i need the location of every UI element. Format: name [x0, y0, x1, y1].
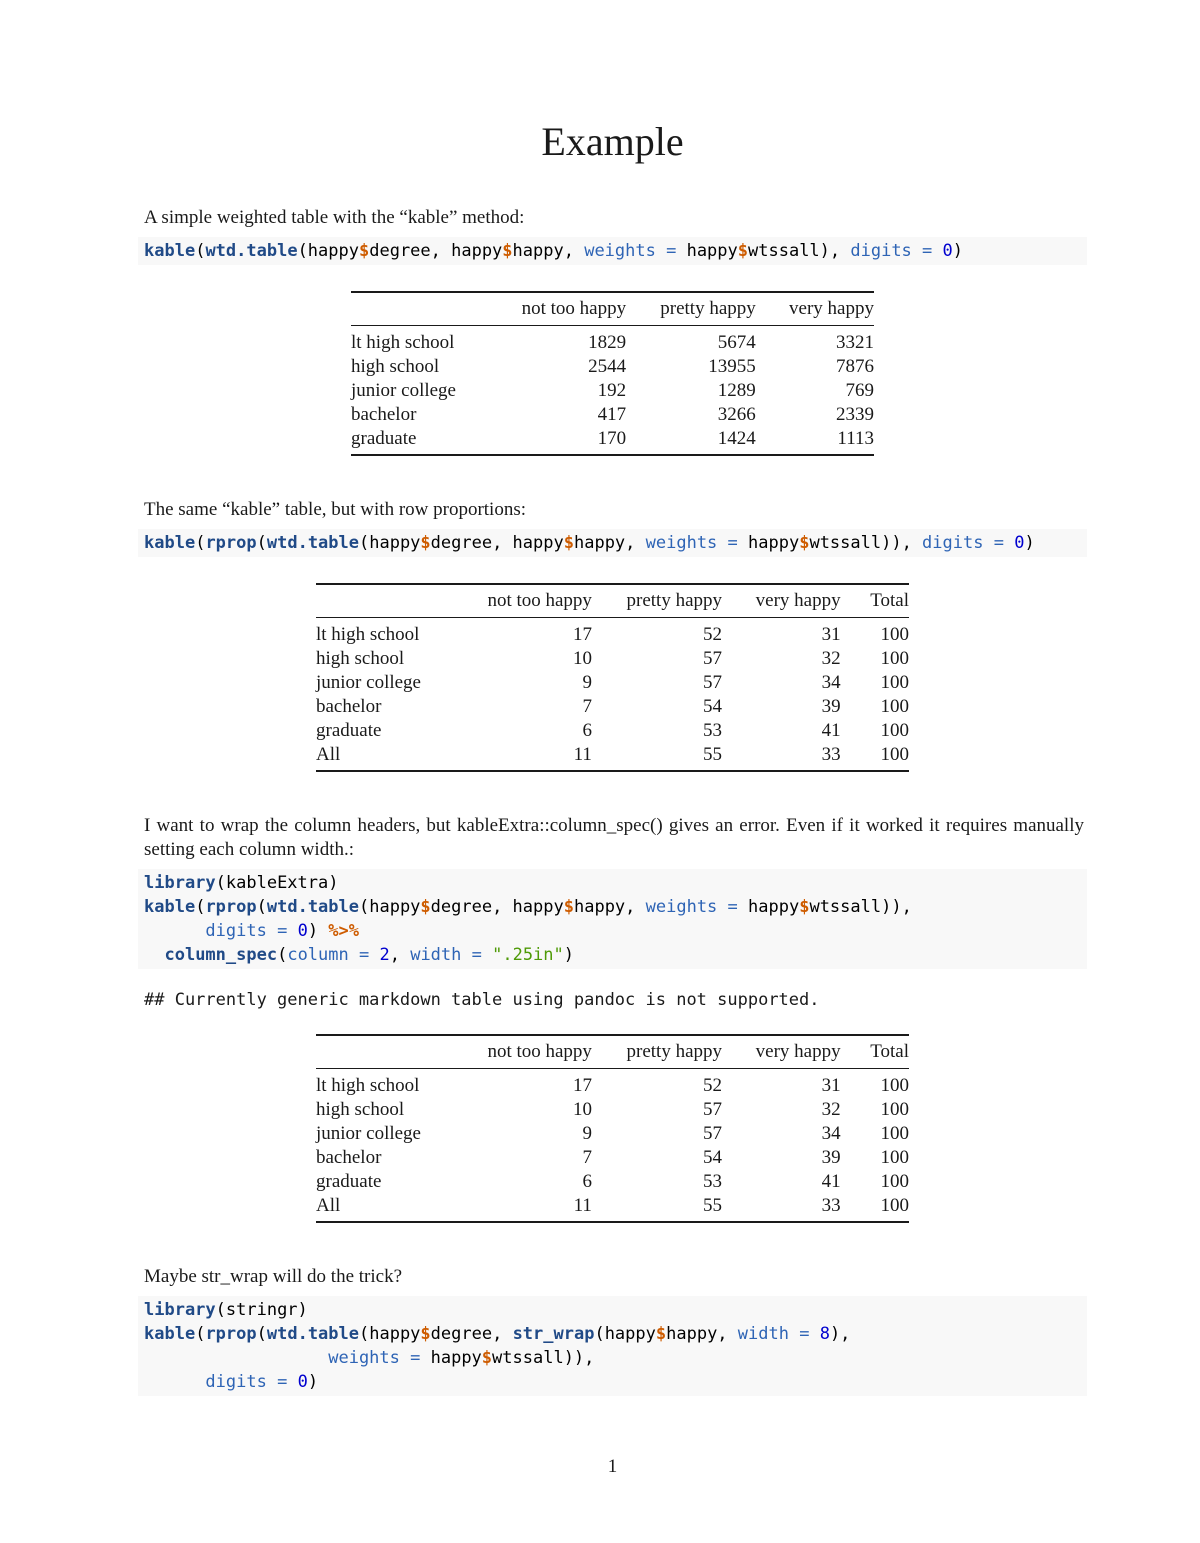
code-block-1	[138, 237, 1087, 265]
code-token: degree, happy	[430, 897, 564, 917]
table-cell: 7	[582, 1147, 592, 1168]
code-token: $	[563, 897, 574, 917]
code-token: (	[195, 241, 206, 261]
intro-paragraph-2: The same “kable” table, but with row proportions:	[144, 499, 527, 520]
code-token: =	[266, 921, 298, 941]
table-row	[316, 1146, 909, 1170]
column-header: very happy	[756, 292, 874, 326]
code-token: (happy	[594, 1324, 656, 1344]
table-cell: 100	[880, 648, 909, 669]
table-cell: 100	[880, 1195, 909, 1216]
code-token: =	[717, 533, 749, 553]
code-line	[144, 1298, 1081, 1322]
code-token: rprop	[205, 533, 257, 553]
code-token: ),	[829, 1324, 851, 1344]
table-cell: 6	[582, 720, 592, 741]
table-cell: 2544	[588, 356, 627, 377]
code-token: ,	[389, 945, 411, 965]
code-token: =	[461, 945, 493, 965]
code-token: =	[717, 897, 749, 917]
row-label: graduate	[316, 720, 382, 741]
table-cell: 100	[880, 744, 909, 765]
table-cell: 11	[573, 744, 592, 765]
code-token: )	[307, 921, 329, 941]
intro-paragraph-4: Maybe str_wrap will do the trick?	[144, 1266, 403, 1287]
row-label: lt high school	[316, 1075, 420, 1096]
code-token: weights	[645, 897, 718, 917]
table-cell: 41	[821, 720, 841, 741]
table-cell: 41	[821, 1171, 841, 1192]
table-cell: 100	[880, 624, 909, 645]
code-token: $	[420, 1324, 431, 1344]
row-label: bachelor	[351, 404, 417, 425]
table-cell: 2339	[836, 404, 874, 425]
code-token: wtssall)),	[492, 1348, 595, 1368]
table-header-row	[351, 292, 874, 326]
table-cell: 53	[703, 1171, 723, 1192]
code-line	[144, 871, 1081, 895]
table-cell: 13955	[708, 356, 756, 377]
code-token: (happy	[297, 241, 359, 261]
code-token: happy	[748, 897, 800, 917]
row-label: junior college	[316, 672, 421, 693]
table-cell: 32	[821, 1099, 841, 1120]
table-cell: 1113	[837, 428, 874, 449]
code-token: library	[144, 1300, 216, 1320]
code-token: (stringr)	[215, 1300, 308, 1320]
code-token: weights	[584, 241, 656, 261]
table-cell: 11	[573, 1195, 592, 1216]
code-token: happy	[430, 1348, 482, 1368]
code-token: (	[195, 897, 206, 917]
code-token: 2	[379, 945, 390, 965]
code-token: wtd.table	[266, 1324, 359, 1344]
table-cell: 54	[703, 1147, 723, 1168]
code-line	[144, 943, 1081, 967]
table-cell: 17	[572, 1075, 592, 1096]
column-header: not too happy	[452, 1035, 592, 1069]
code-token: (happy	[359, 1324, 421, 1344]
table-row	[316, 647, 909, 671]
table-cell: 1289	[717, 380, 756, 401]
row-label: junior college	[316, 1123, 421, 1144]
row-proportion-table	[316, 583, 909, 772]
table-cell: 100	[880, 720, 909, 741]
row-label: All	[316, 1195, 341, 1216]
column-header: not too happy	[452, 584, 592, 618]
code-token: rprop	[205, 1324, 257, 1344]
code-token: happy,	[512, 241, 585, 261]
code-token: )	[1024, 533, 1035, 553]
table-cell: 9	[582, 1123, 592, 1144]
row-label: All	[316, 744, 341, 765]
code-token: =	[266, 1372, 298, 1392]
table-cell: 54	[703, 696, 723, 717]
code-token: $	[655, 1324, 667, 1344]
weighted-table	[351, 291, 874, 456]
code-token: width	[737, 1324, 789, 1344]
column-header: pretty happy	[592, 1035, 722, 1069]
code-line	[144, 1370, 1081, 1394]
code-token: kable	[144, 897, 196, 917]
code-token: =	[348, 945, 380, 965]
code-token: digits	[850, 241, 912, 261]
code-token: (	[256, 533, 267, 553]
code-token: column_spec	[164, 945, 278, 965]
column-header: pretty happy	[626, 292, 756, 326]
row-label-header	[316, 584, 452, 618]
table-cell: 55	[703, 1195, 723, 1216]
code-token: $	[420, 533, 431, 553]
code-token: happy,	[573, 897, 646, 917]
table-cell: 33	[821, 1195, 841, 1216]
row-label: high school	[316, 1099, 405, 1120]
code-token: wtd.table	[205, 241, 298, 261]
page-number: 1	[607, 1456, 618, 1477]
code-token	[144, 945, 164, 965]
table-row	[316, 671, 909, 695]
table-cell: 3266	[717, 404, 756, 425]
table-cell: 34	[821, 1123, 841, 1144]
table-row	[316, 695, 909, 719]
table-cell: 100	[880, 1075, 909, 1096]
row-label: high school	[351, 356, 440, 377]
code-block-3	[138, 869, 1087, 969]
code-token: happy,	[573, 533, 646, 553]
code-token: $	[737, 241, 749, 261]
code-token: )	[563, 945, 575, 965]
code-token: happy,	[666, 1324, 738, 1344]
table-row	[316, 1194, 909, 1222]
row-label-header	[351, 292, 487, 326]
code-token: 8	[819, 1324, 830, 1344]
code-token: )	[307, 1372, 319, 1392]
table-cell: 7876	[836, 356, 874, 377]
table-cell: 7	[582, 696, 592, 717]
table-row	[351, 427, 874, 455]
code-token: =	[911, 241, 943, 261]
table-row	[351, 326, 874, 356]
code-token: wtd.table	[266, 533, 359, 553]
table-row	[351, 379, 874, 403]
code-token: degree,	[430, 1324, 513, 1344]
table-row	[316, 618, 909, 648]
table-cell: 57	[703, 648, 723, 669]
code-token: $	[358, 241, 370, 261]
table-cell: 100	[880, 1099, 909, 1120]
code-token: =	[983, 533, 1015, 553]
table-cell: 57	[703, 1123, 723, 1144]
code-token: 0	[1014, 533, 1025, 553]
column-header: Total	[841, 1035, 909, 1069]
table-cell: 100	[880, 1123, 909, 1144]
code-token: degree, happy	[369, 241, 503, 261]
table-row	[316, 1069, 909, 1099]
table-row	[351, 403, 874, 427]
table-cell: 10	[572, 1099, 592, 1120]
table-cell: 192	[597, 380, 627, 401]
table-cell: 52	[703, 1075, 723, 1096]
code-token: ".25in"	[492, 945, 564, 965]
table-cell: 1829	[588, 332, 627, 353]
code-block-2	[138, 529, 1087, 557]
code-token: (	[195, 1324, 206, 1344]
table-cell: 39	[821, 1147, 841, 1168]
code-token: =	[399, 1348, 431, 1368]
code-token: wtd.table	[266, 897, 359, 917]
row-label: graduate	[316, 1171, 382, 1192]
code-token: weights	[328, 1348, 400, 1368]
code-token: degree, happy	[430, 533, 564, 553]
row-label: bachelor	[316, 696, 382, 717]
code-token: kable	[144, 1324, 196, 1344]
code-token: (kableExtra)	[215, 873, 339, 893]
table-cell: 3321	[836, 332, 874, 353]
code-line	[144, 919, 1081, 943]
table-cell: 6	[582, 1171, 592, 1192]
table-header-row	[316, 1035, 909, 1069]
table-row	[316, 1122, 909, 1146]
code-token: rprop	[205, 897, 257, 917]
table-cell: 100	[880, 672, 909, 693]
code-token: %>%	[328, 921, 360, 941]
code-token	[144, 921, 205, 941]
code-token: $	[481, 1348, 493, 1368]
code-token: weights	[645, 533, 718, 553]
row-label: graduate	[351, 428, 417, 449]
intro-paragraph-1: A simple weighted table with the “kable” method:	[144, 207, 525, 228]
row-label-header	[316, 1035, 452, 1069]
table-row	[316, 719, 909, 743]
row-label: junior college	[351, 380, 456, 401]
code-token: $	[799, 533, 810, 553]
code-token: =	[788, 1324, 820, 1344]
code-block-4	[138, 1296, 1087, 1396]
code-token: wtssall),	[748, 241, 851, 261]
table-cell: 57	[703, 672, 723, 693]
column-header: Total	[841, 584, 909, 618]
code-token: digits	[205, 1372, 267, 1392]
table-cell: 33	[821, 744, 841, 765]
code-token: str_wrap	[512, 1324, 595, 1344]
table-cell: 53	[703, 720, 723, 741]
code-token: kable	[144, 533, 196, 553]
table-cell: 10	[572, 648, 592, 669]
table-cell: 9	[582, 672, 592, 693]
table-cell: 417	[597, 404, 627, 425]
code-token: wtssall)),	[809, 897, 912, 917]
table-cell: 769	[845, 380, 874, 401]
code-line	[144, 895, 1081, 919]
row-label: high school	[316, 648, 405, 669]
code-output: ## Currently generic markdown table using pandoc is not supported.	[144, 990, 820, 1010]
code-token: 0	[297, 1372, 308, 1392]
code-token: 0	[942, 241, 953, 261]
row-proportion-table-2	[316, 1034, 909, 1223]
code-token: width	[410, 945, 462, 965]
table-cell: 31	[821, 624, 841, 645]
code-line	[144, 531, 1081, 555]
table-row	[316, 1170, 909, 1194]
code-token: (	[256, 1324, 267, 1344]
code-token: wtssall)),	[809, 533, 923, 553]
table-row	[316, 743, 909, 771]
code-line	[144, 1346, 1081, 1370]
column-header: pretty happy	[592, 584, 722, 618]
row-label: bachelor	[316, 1147, 382, 1168]
code-token: digits	[205, 921, 267, 941]
column-header: not too happy	[487, 292, 626, 326]
table-cell: 55	[703, 744, 723, 765]
code-token: kable	[144, 241, 196, 261]
code-token: (happy	[359, 897, 421, 917]
code-token: )	[952, 241, 964, 261]
table-cell: 57	[703, 1099, 723, 1120]
code-token: library	[144, 873, 216, 893]
code-token: $	[420, 897, 431, 917]
column-header: very happy	[722, 584, 841, 618]
code-token: 0	[297, 921, 308, 941]
table-header-row	[316, 584, 909, 618]
table-cell: 100	[880, 696, 909, 717]
code-token: happy	[748, 533, 800, 553]
table-cell: 100	[880, 1147, 909, 1168]
code-token	[144, 1348, 328, 1368]
row-label: lt high school	[351, 332, 455, 353]
table-cell: 34	[821, 672, 841, 693]
code-token	[144, 1372, 205, 1392]
document-title: Example	[541, 119, 684, 164]
column-header: very happy	[722, 1035, 841, 1069]
code-token: (happy	[359, 533, 421, 553]
table-cell: 31	[821, 1075, 841, 1096]
code-token: (	[195, 533, 206, 553]
intro-paragraph-3: I want to wrap the column headers, but kableExtra::column_spec() gives an error. Even if it worked it requires manually setting each column width.:	[144, 815, 1084, 860]
code-token: (	[256, 897, 267, 917]
code-token: digits	[922, 533, 984, 553]
table-cell: 100	[880, 1171, 909, 1192]
table-cell: 39	[821, 696, 841, 717]
code-token: happy	[686, 241, 738, 261]
table-row	[316, 1098, 909, 1122]
code-token: $	[563, 533, 574, 553]
code-line	[144, 1322, 1081, 1346]
row-label: lt high school	[316, 624, 420, 645]
code-token: (	[277, 945, 288, 965]
code-token: $	[502, 241, 513, 261]
code-token: =	[655, 241, 687, 261]
code-token: $	[799, 897, 810, 917]
table-cell: 170	[597, 428, 627, 449]
table-row	[351, 355, 874, 379]
table-cell: 17	[572, 624, 592, 645]
code-token: column	[287, 945, 349, 965]
table-cell: 5674	[717, 332, 756, 353]
code-line	[144, 239, 1081, 263]
table-cell: 52	[703, 624, 723, 645]
table-cell: 1424	[717, 428, 756, 449]
table-cell: 32	[821, 648, 841, 669]
